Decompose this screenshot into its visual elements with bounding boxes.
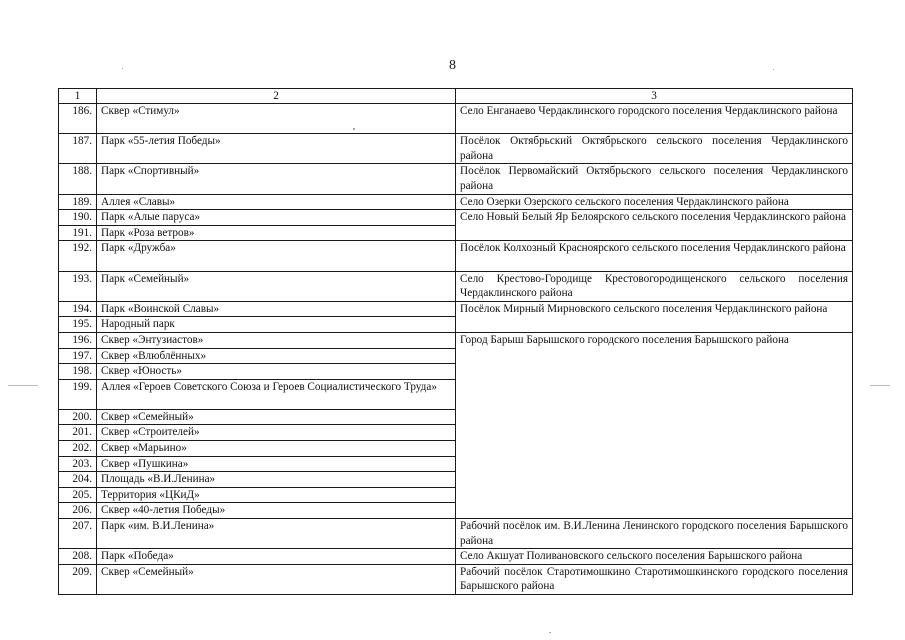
header-col-number: 1 (59, 89, 97, 104)
park-name: Парк «Спортивный» (97, 164, 456, 194)
park-name: Аллея «Героев Советского Союза и Героев Социалистического Труда» (97, 379, 456, 409)
table-row (59, 134, 853, 164)
park-location: Посёлок Первомайский Октябрьского сельского поселения Чердаклинского района (456, 164, 853, 194)
park-location: Село Озерки Озерского сельского поселения Чердаклинского района (456, 194, 853, 210)
row-number: 205. (59, 487, 97, 503)
table-row (59, 301, 853, 317)
table-header-row (59, 89, 853, 104)
row-number: 209. (59, 564, 97, 594)
scan-mark (870, 385, 890, 386)
park-name: Народный парк (97, 317, 456, 333)
row-number: 200. (59, 409, 97, 425)
park-name: Парк «Воинской Славы» (97, 301, 456, 317)
park-name: Территория «ЦКиД» (97, 487, 456, 503)
table-row (59, 210, 853, 226)
row-number: 195. (59, 317, 97, 333)
table-row (59, 241, 853, 271)
table-row (59, 194, 853, 210)
park-location: Село Новый Белый Яр Белоярского сельского поселения Чердаклинского района (456, 210, 853, 241)
park-location: Посёлок Мирный Мирновского сельского поселения Чердаклинского района (456, 301, 853, 332)
park-location: Посёлок Октябрьский Октябрьского сельского поселения Чердаклинского района (456, 134, 853, 164)
park-name: Сквер «Строителей» (97, 425, 456, 441)
row-number: 188. (59, 164, 97, 194)
table-row (59, 104, 853, 134)
row-number: 196. (59, 332, 97, 348)
row-number: 204. (59, 472, 97, 488)
park-location: Рабочий посёлок Старотимошкино Старотимошкинского городского поселения Барышского района (456, 564, 853, 594)
park-name: Парк «Семейный» (97, 271, 456, 301)
header-col-location: 3 (456, 89, 853, 104)
page-number: 8 (449, 58, 456, 73)
park-name: Сквер «Стимул» (97, 104, 456, 134)
row-number: 207. (59, 519, 97, 549)
table-body (59, 104, 853, 595)
park-name: Сквер «Энтузиастов» (97, 332, 456, 348)
table-row (59, 549, 853, 565)
scan-speck (353, 128, 355, 130)
parks-registry-table (58, 88, 853, 595)
row-number: 198. (59, 364, 97, 380)
header-col-name: 2 (97, 89, 456, 104)
row-number: 192. (59, 241, 97, 271)
table-row (59, 519, 853, 549)
row-number: 190. (59, 210, 97, 226)
scan-mark (8, 385, 38, 386)
park-name: Сквер «Семейный» (97, 564, 456, 594)
row-number: 206. (59, 503, 97, 519)
park-name: Парк «им. В.И.Ленина» (97, 519, 456, 549)
row-number: 186. (59, 104, 97, 134)
row-number: 197. (59, 348, 97, 364)
park-name: Площадь «В.И.Ленина» (97, 472, 456, 488)
row-number: 193. (59, 271, 97, 301)
row-number: 187. (59, 134, 97, 164)
scan-speck (549, 632, 551, 633)
park-location: Село Енганаево Чердаклинского городского поселения Чердаклинского района (456, 104, 853, 134)
park-name: Парк «Победа» (97, 549, 456, 565)
table-row (59, 332, 853, 348)
park-name: Сквер «Влюблённых» (97, 348, 456, 364)
park-location: Город Барыш Барышского городского поселения Барышского района (456, 332, 853, 518)
park-location: Село Акшуат Поливановского сельского поселения Барышского района (456, 549, 853, 565)
scan-speck (773, 69, 774, 70)
park-name: Сквер «Марьино» (97, 441, 456, 457)
row-number: 191. (59, 225, 97, 241)
row-number: 201. (59, 425, 97, 441)
park-location: Посёлок Колхозный Красноярского сельского поселения Чердаклинского района (456, 241, 853, 271)
row-number: 189. (59, 194, 97, 210)
table-row (59, 164, 853, 194)
row-number: 199. (59, 379, 97, 409)
park-location: Село Крестово-Городище Крестовогородищенского сельского поселения Чердаклинского района (456, 271, 853, 301)
park-name: Сквер «Семейный» (97, 409, 456, 425)
table-row (59, 271, 853, 301)
scan-speck (122, 68, 123, 69)
park-location: Рабочий посёлок им. В.И.Ленина Ленинского городского поселения Барышского района (456, 519, 853, 549)
park-name: Парк «Алые паруса» (97, 210, 456, 226)
park-name: Сквер «Пушкина» (97, 456, 456, 472)
park-name: Аллея «Славы» (97, 194, 456, 210)
row-number: 208. (59, 549, 97, 565)
row-number: 203. (59, 456, 97, 472)
park-name: Парк «Дружба» (97, 241, 456, 271)
row-number: 194. (59, 301, 97, 317)
park-name: Сквер «40-летия Победы» (97, 503, 456, 519)
row-number: 202. (59, 441, 97, 457)
park-name: Сквер «Юность» (97, 364, 456, 380)
park-name: Парк «55-летия Победы» (97, 134, 456, 164)
park-name: Парк «Роза ветров» (97, 225, 456, 241)
table-row (59, 564, 853, 594)
